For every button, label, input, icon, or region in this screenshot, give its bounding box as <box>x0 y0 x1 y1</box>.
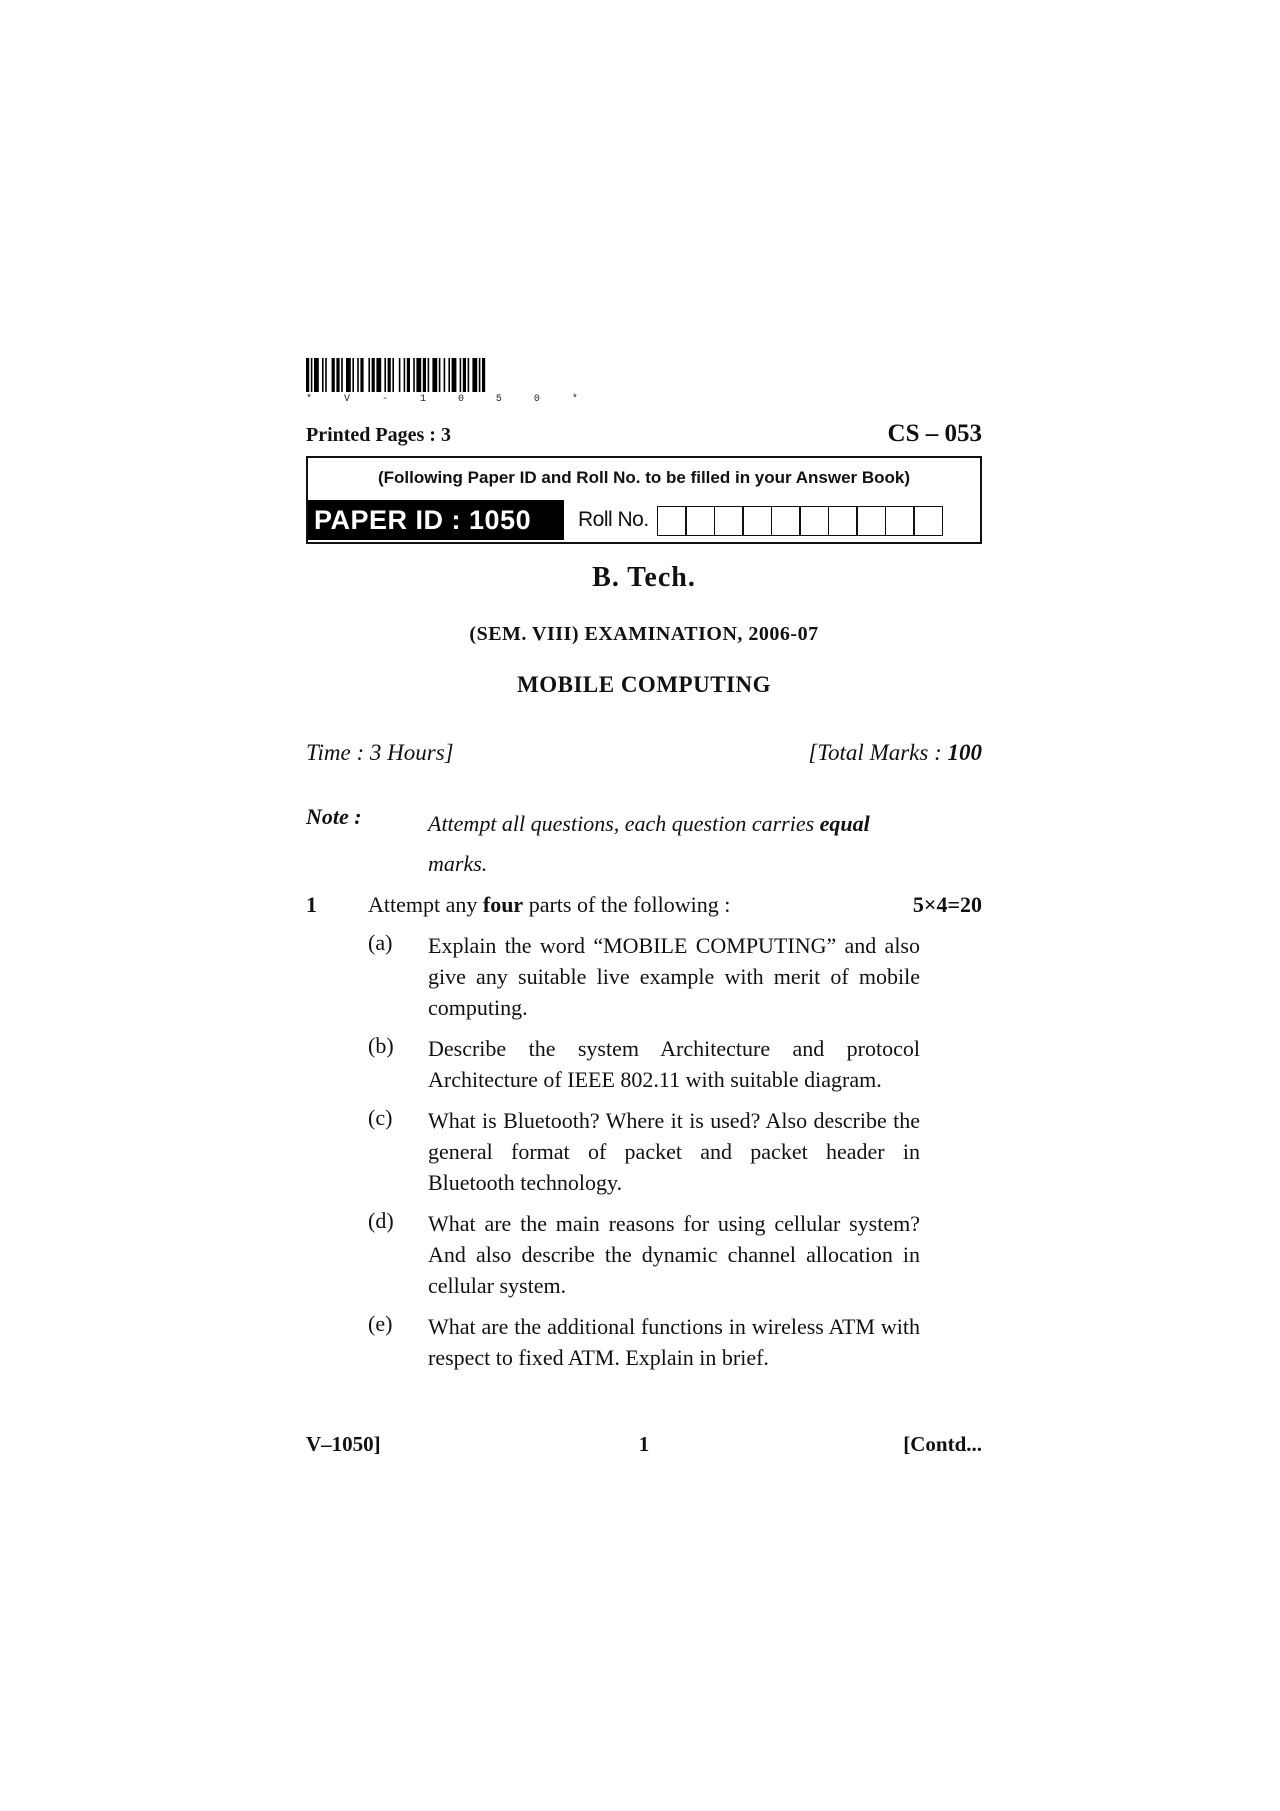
question-instruction-bold: four <box>482 892 524 917</box>
roll-no-box <box>742 506 772 536</box>
roll-no-box <box>885 506 915 536</box>
part-e <box>368 1311 920 1373</box>
question-marks: 5×4=20 <box>912 892 982 917</box>
roll-no-boxes <box>658 506 943 536</box>
question-parts <box>368 930 920 1383</box>
barcode-bar <box>404 358 406 392</box>
barcode-char: - <box>381 394 388 405</box>
part-text: What are the additional functions in wireless ATM with respect to fixed ATM. Explain in brief. <box>428 1314 920 1370</box>
note-label: Note : <box>306 804 362 829</box>
part-b <box>368 1033 920 1095</box>
barcode-bar <box>392 358 394 392</box>
barcode-bar <box>439 358 441 392</box>
footer-code: V–1050] <box>306 1432 381 1456</box>
barcode <box>306 358 578 408</box>
barcode-bar <box>384 358 386 392</box>
barcode-bar <box>423 358 426 392</box>
part-d <box>368 1208 920 1301</box>
barcode-bar <box>399 358 401 392</box>
degree-title: B. Tech. <box>592 562 696 593</box>
barcode-bar <box>416 358 421 392</box>
barcode-bar <box>332 358 335 392</box>
part-c <box>368 1105 920 1198</box>
barcode-bar <box>357 358 359 392</box>
subject-title: MOBILE COMPUTING <box>517 672 771 697</box>
id-box-caption: (Following Paper ID and Roll No. to be filled in your Answer Book) <box>377 468 911 487</box>
barcode-bar <box>432 358 437 392</box>
roll-no-label: Roll No. <box>578 508 649 531</box>
part-text: What are the main reasons for using cellular system? And also describe the dynamic channel allocation in cellular system. <box>428 1211 920 1298</box>
time-allowed: Time : 3 Hours] <box>306 740 454 765</box>
barcode-bar <box>314 358 319 392</box>
part-label: (a) <box>368 930 393 955</box>
barcode-bar <box>407 358 410 392</box>
barcode-bar <box>368 358 370 392</box>
barcode-bar <box>341 358 343 392</box>
paper-id: PAPER ID : 1050 <box>308 500 564 540</box>
time-marks-row <box>306 740 982 766</box>
barcode-bar <box>360 358 363 392</box>
barcode-bar <box>306 358 309 392</box>
barcode-bar <box>472 358 477 392</box>
barcode-bar <box>322 358 324 392</box>
paper-id-box <box>306 456 982 544</box>
total-marks <box>808 740 982 766</box>
part-text: Explain the word “MOBILE COMPUTING” and also give any suitable live example with merit of mobile computing. <box>428 933 920 1020</box>
total-marks-value: 100 <box>947 740 982 765</box>
question-instruction <box>368 892 730 918</box>
barcode-bar <box>388 358 391 392</box>
barcode-bar <box>336 358 339 392</box>
note-text-main: Attempt all questions, each question carries <box>428 811 820 836</box>
barcode-bar <box>452 358 457 392</box>
barcode-char: V <box>343 394 350 405</box>
part-label: (c) <box>368 1105 393 1130</box>
page-number: 1 <box>638 1432 650 1456</box>
roll-no-box <box>856 506 886 536</box>
roll-no-box <box>771 506 801 536</box>
barcode-bar <box>468 358 470 392</box>
question-number: 1 <box>306 892 317 917</box>
part-label: (e) <box>368 1311 393 1336</box>
part-text: Describe the system Architecture and protocol Architecture of IEEE 802.11 with suitable diagram. <box>428 1036 920 1092</box>
barcode-char: 0 <box>457 394 464 405</box>
barcode-bar <box>482 358 485 392</box>
printed-pages: Printed Pages : 3 <box>306 424 451 446</box>
barcode-char: 5 <box>495 394 502 405</box>
part-text: What is Bluetooth? Where it is used? Also describe the general format of packet and packet header in Bluetooth technology. <box>428 1108 920 1195</box>
roll-no-box <box>714 506 744 536</box>
barcode-bar <box>413 358 415 392</box>
roll-no-box <box>913 506 943 536</box>
roll-no-box <box>828 506 858 536</box>
barcode-bar <box>479 358 481 392</box>
roll-no-box <box>685 506 715 536</box>
barcode-char: 1 <box>419 394 426 405</box>
barcode-char: * <box>571 394 578 405</box>
roll-no-box <box>799 506 829 536</box>
barcode-char: * <box>306 394 313 405</box>
question-instruction-pre: Attempt any <box>368 892 483 917</box>
part-label: (b) <box>368 1033 394 1058</box>
barcode-bar <box>428 358 430 392</box>
question-instruction-post: parts of the following : <box>523 892 731 917</box>
header-row <box>306 420 982 448</box>
total-marks-label: [Total Marks : <box>808 740 948 765</box>
barcode-bar <box>352 358 354 392</box>
barcode-bar <box>460 358 462 392</box>
barcode-icon <box>306 358 578 394</box>
barcode-bar <box>325 358 327 392</box>
barcode-bar <box>463 358 466 392</box>
note-text <box>428 804 982 884</box>
part-a <box>368 930 920 1023</box>
continued-label: [Contd... <box>903 1432 982 1456</box>
barcode-bar <box>448 358 450 392</box>
barcode-bar <box>372 358 375 392</box>
course-code: CS – 053 <box>887 420 982 447</box>
barcode-bar <box>444 358 446 392</box>
barcode-text <box>306 394 578 405</box>
note-text-end: marks. <box>428 851 488 876</box>
barcode-bar <box>311 358 313 392</box>
barcode-bar <box>376 358 381 392</box>
exam-title: (SEM. VIII) EXAMINATION, 2006-07 <box>469 623 819 645</box>
barcode-bar <box>346 358 351 392</box>
note-text-bold: equal <box>819 811 870 836</box>
barcode-char: 0 <box>533 394 540 405</box>
roll-no-box <box>657 506 687 536</box>
part-label: (d) <box>368 1208 394 1233</box>
